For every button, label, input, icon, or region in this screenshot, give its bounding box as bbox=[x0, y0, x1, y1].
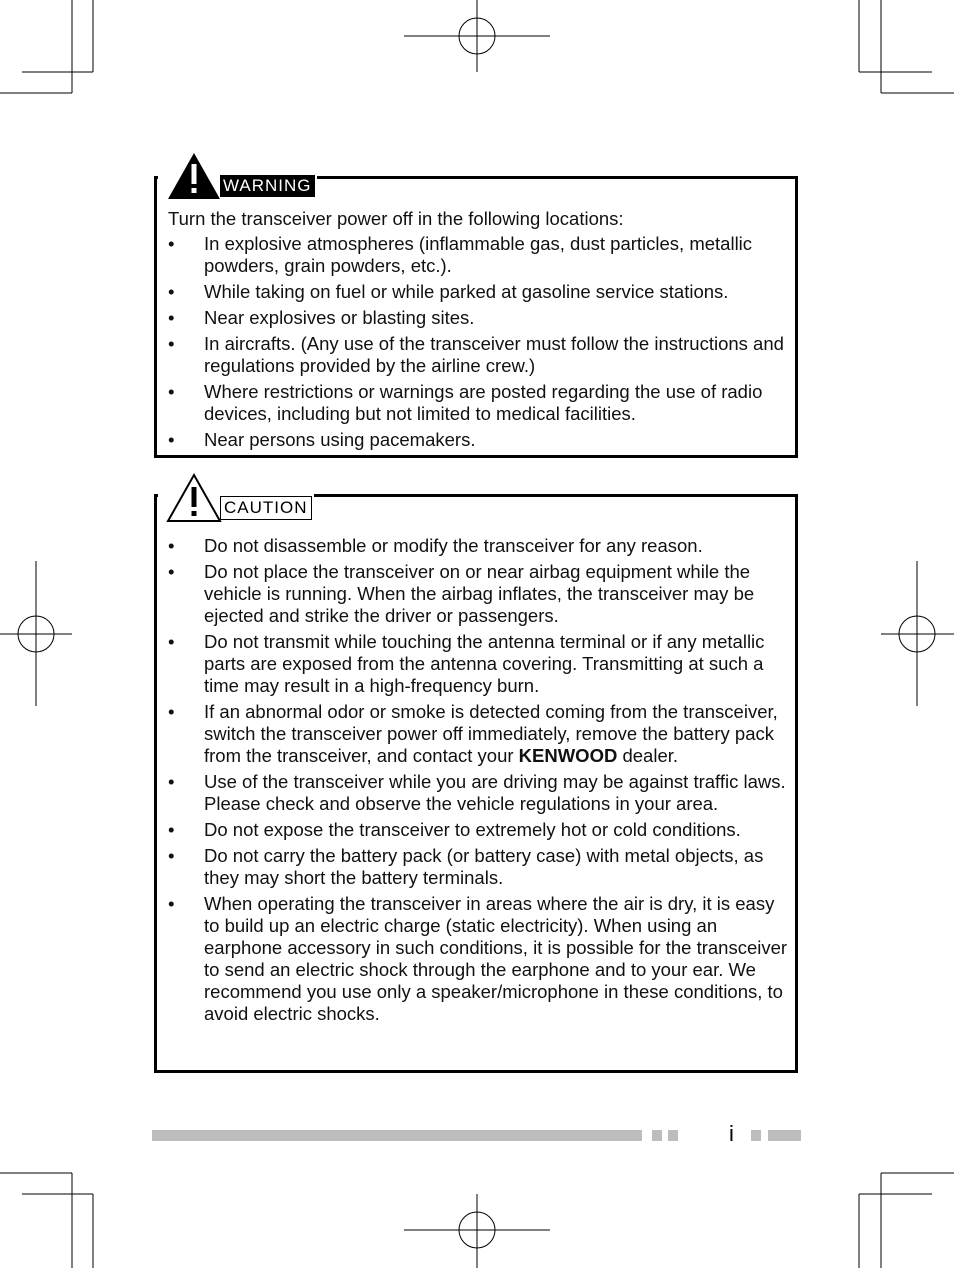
caution-label: CAUTION bbox=[220, 496, 312, 520]
caution-list bbox=[168, 535, 792, 1025]
list-item: • Do not disassemble or modify the transceiver for any reason. bbox=[168, 535, 703, 556]
bullet: • bbox=[168, 631, 175, 652]
bullet: • bbox=[168, 535, 175, 556]
warning-content bbox=[168, 208, 792, 455]
bullet: • bbox=[168, 333, 175, 354]
warning-intro: Turn the transceiver power off in the following locations: bbox=[168, 208, 624, 229]
warning-triangle-icon bbox=[166, 151, 222, 201]
bullet: • bbox=[168, 701, 175, 722]
bullet: • bbox=[168, 307, 175, 328]
caution-badge bbox=[158, 472, 314, 524]
footer-bar-long bbox=[152, 1130, 642, 1141]
bullet: • bbox=[168, 381, 175, 402]
list-item: • In aircrafts. (Any use of the transceiver must follow the instructions and regulations provided by the airline crew.) bbox=[168, 333, 784, 376]
bullet: • bbox=[168, 893, 175, 914]
list-item: • Use of the transceiver while you are driving may be against traffic laws. Please check and observe the vehicle regulations in your area. bbox=[168, 771, 786, 814]
bullet: • bbox=[168, 281, 175, 302]
list-item: • Do not carry the battery pack (or battery case) with metal objects, as they may short the battery terminals. bbox=[168, 845, 764, 888]
bullet: • bbox=[168, 561, 175, 582]
list-item: • Do not transmit while touching the antenna terminal or if any metallic parts are exposed from the antenna covering. Transmitting at such a time may result in a high-frequency burn. bbox=[168, 631, 765, 696]
bullet: • bbox=[168, 233, 175, 254]
list-item: • Near persons using pacemakers. bbox=[168, 429, 476, 450]
bullet: • bbox=[168, 819, 175, 840]
caution-content bbox=[168, 535, 792, 1029]
footer-bar-short bbox=[768, 1130, 801, 1141]
list-item: • Do not expose the transceiver to extremely hot or cold conditions. bbox=[168, 819, 741, 840]
bullet: • bbox=[168, 845, 175, 866]
brand-name: KENWOOD bbox=[518, 745, 618, 766]
list-item: • If an abnormal odor or smoke is detected coming from the transceiver, switch the transceiver power off immediately, remove the battery pack from the transceiver, and contact your KENWOOD dealer. bbox=[168, 701, 778, 766]
list-item: • While taking on fuel or while parked at gasoline service stations. bbox=[168, 281, 729, 302]
warning-list bbox=[168, 233, 792, 451]
page-number: i bbox=[729, 1121, 734, 1146]
warning-badge bbox=[158, 151, 317, 201]
footer-bar-square bbox=[668, 1130, 678, 1141]
list-item: • In explosive atmospheres (inflammable gas, dust particles, metallic powders, grain powders, etc.). bbox=[168, 233, 753, 276]
list-item: • Do not place the transceiver on or near airbag equipment while the vehicle is running. When the airbag inflates, the transceiver may be ejected and strike the driver or passengers. bbox=[168, 561, 755, 626]
caution-triangle-icon bbox=[166, 472, 222, 524]
list-item: • Where restrictions or warnings are posted regarding the use of radio devices, including but not limited to medical facilities. bbox=[168, 381, 763, 424]
list-item: • Near explosives or blasting sites. bbox=[168, 307, 475, 328]
footer-bar-square bbox=[652, 1130, 662, 1141]
bullet: • bbox=[168, 771, 175, 792]
warning-label: WARNING bbox=[220, 175, 315, 197]
bullet: • bbox=[168, 429, 175, 450]
list-item: • When operating the transceiver in areas where the air is dry, it is easy to build up an electric charge (static electricity). When using an earphone accessory in such conditions, it is possible for the transceiver to send an electric shock through the earphone and to your ear. We recommend you use only a speaker/microphone in these conditions, to avoid electric shocks. bbox=[168, 893, 788, 1024]
footer-bar-square bbox=[751, 1130, 761, 1141]
